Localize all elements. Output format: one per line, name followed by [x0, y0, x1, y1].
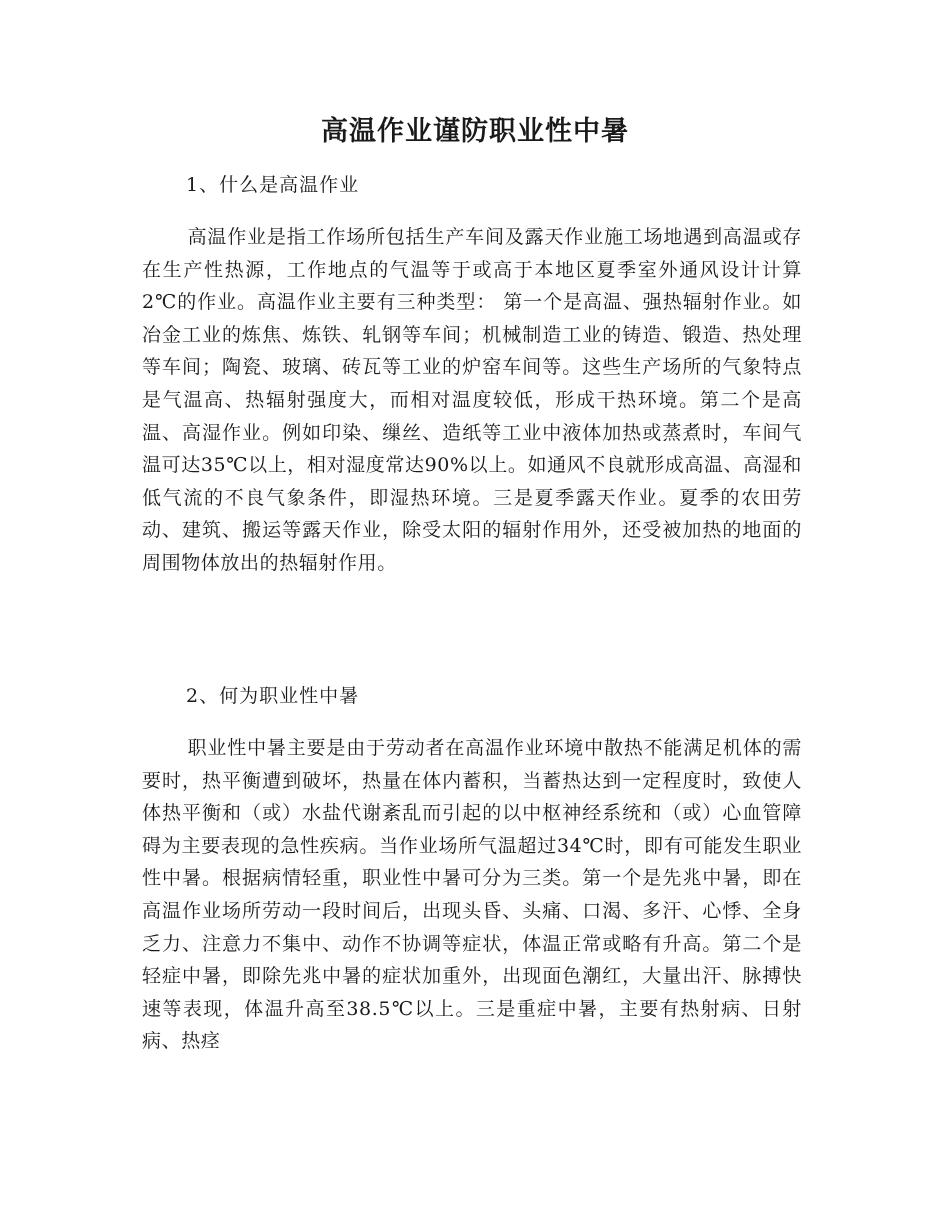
section-heading-1: 1、什么是高温作业 — [186, 174, 360, 196]
section-paragraph-1: 高温作业是指工作场所包括生产车间及露天作业施工场地遇到高温或存在生产性热源，工作地点的气温等于或高于本地区夏季室外通风设计计算2℃的作业。高温作业主要有三种类型： 第一个是高温、强热辐射作业。如冶金工业的炼焦、炼铁、轧钢等车间；机械制造工业的铸造、锻造、热处理等车间；陶瓷、玻璃、砖瓦等工业的炉窑车间等。这些生产场所的气象特点是气温高、热辐射强度大，而相对温度较低，形成干热环境。第二个是高温、高湿作业。例如印染、缫丝、造纸等工业中液体加热或蒸煮时，车间气温可达35℃以上，相对湿度常达90%以上。如通风不良就形成高温、高湿和低气流的不良气象条件，即湿热环境。三是夏季露天作业。夏季的农田劳动、建筑、搬运等露天作业，除受太阳的辐射作用外，还受被加热的地面的周围物体放出的热辐射作用。 — [142, 226, 802, 574]
section-paragraph-2: 职业性中暑主要是由于劳动者在高温作业环境中散热不能满足机体的需要时，热平衡遭到破坏，热量在体内蓄积，当蓄热达到一定程度时，致使人体热平衡和（或）水盐代谢紊乱而引起的以中枢神经系统和（或）心血管障碍为主要表现的急性疾病。当作业场所气温超过34℃时，即有可能发生职业性中暑。根据病情轻重，职业性中暑可分为三类。第一个是先兆中暑，即在高温作业场所劳动一段时间后，出现头昏、头痛、口渴、多汗、心悸、全身乏力、注意力不集中、动作不协调等症状，体温正常或略有升高。第二个是轻症中暑，即除先兆中暑的症状加重外，出现面色潮红，大量出汗、脉搏快速等表现，体温升高至38.5℃以上。三是重症中暑，主要有热射病、日射病、热痉 — [142, 737, 802, 1053]
document-title: 高温作业谨防职业性中暑 — [321, 116, 629, 147]
section-heading-2: 2、何为职业性中暑 — [186, 685, 360, 707]
